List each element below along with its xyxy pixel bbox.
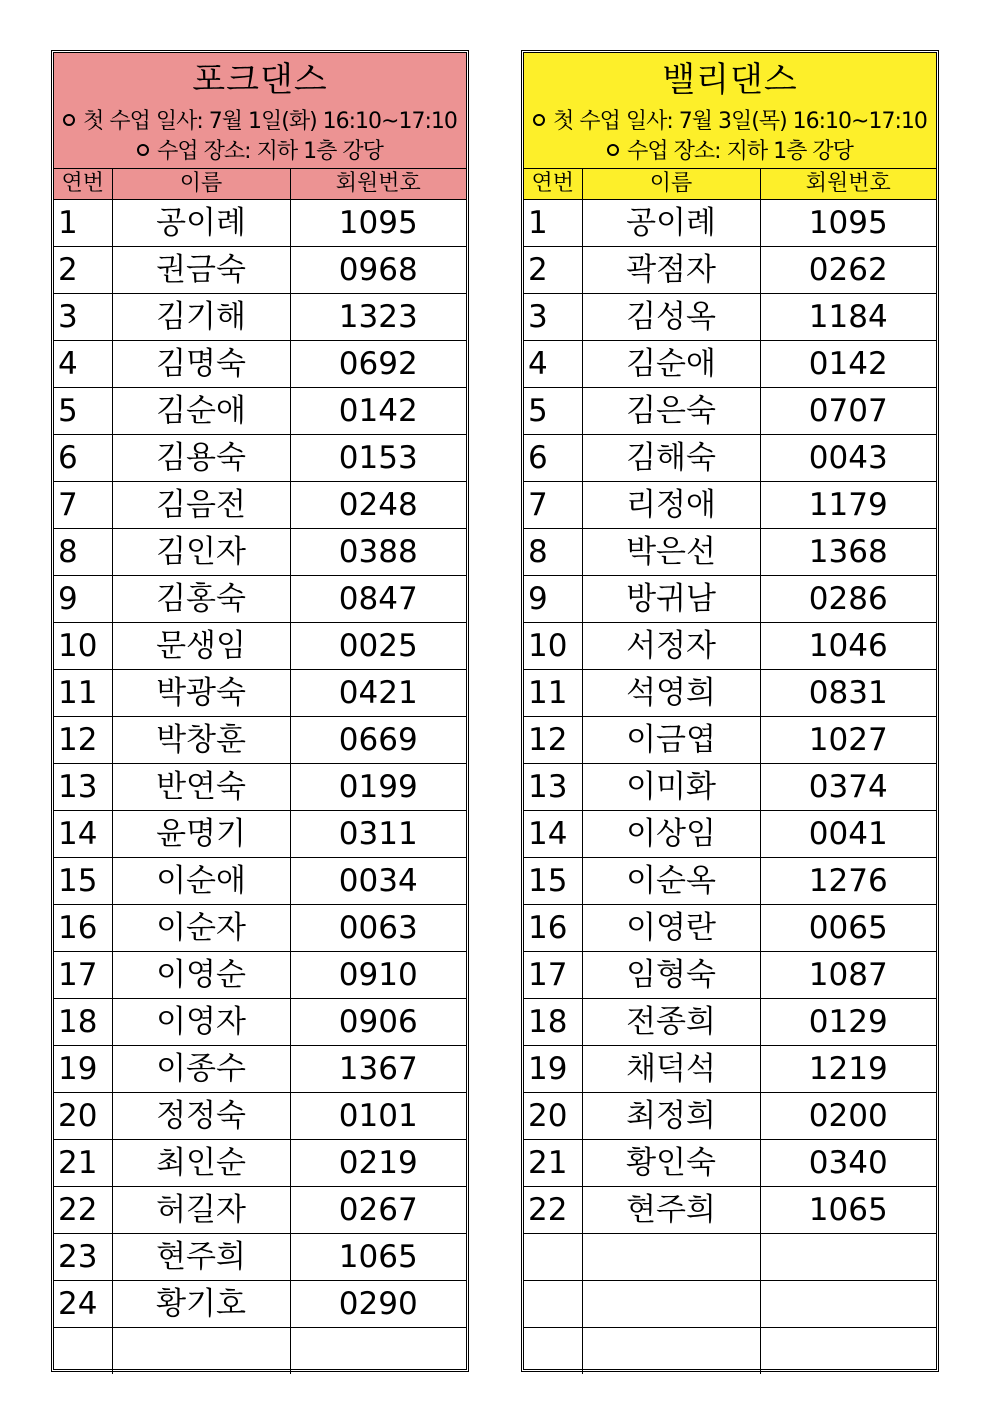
row-member-id-cell: 0707 <box>760 388 936 435</box>
row-seq-cell: 19 <box>524 1046 582 1093</box>
column-header-seq: 연번 <box>54 169 112 200</box>
row-member-id-cell: 1065 <box>290 1234 466 1281</box>
belly-dance-location: 수업 장소: 지하 1층 강당 <box>524 137 936 167</box>
circle-bullet-icon <box>63 114 75 126</box>
table-row <box>524 1187 936 1234</box>
row-member-id-cell: 0290 <box>290 1281 466 1328</box>
row-name-cell: 김음전 <box>112 482 290 529</box>
row-name-cell <box>582 1281 760 1328</box>
row-name-cell: 김인자 <box>112 529 290 576</box>
row-name-cell: 방귀남 <box>582 576 760 623</box>
table-row <box>524 905 936 952</box>
row-seq-cell: 13 <box>54 764 112 811</box>
belly-dance-rows <box>524 200 936 1375</box>
row-name-cell: 현주희 <box>112 1234 290 1281</box>
table-row <box>54 670 466 717</box>
row-seq-cell: 1 <box>524 200 582 247</box>
folk-dance-title: 포크댄스 <box>192 60 328 100</box>
table-row <box>54 1046 466 1093</box>
table-row <box>524 1328 936 1375</box>
row-name-cell: 김순애 <box>582 341 760 388</box>
row-member-id-cell <box>760 1234 936 1281</box>
folk-dance-schedule: 첫 수업 일사: 7월 1일(화) 16:10~17:10 <box>54 107 466 137</box>
table-row <box>54 905 466 952</box>
row-name-cell: 이영순 <box>112 952 290 999</box>
row-seq-cell: 23 <box>54 1234 112 1281</box>
table-row <box>54 341 466 388</box>
row-name-cell: 전종희 <box>582 999 760 1046</box>
table-row <box>54 435 466 482</box>
row-member-id-cell: 1219 <box>760 1046 936 1093</box>
row-seq-cell: 5 <box>524 388 582 435</box>
row-seq-cell: 10 <box>524 623 582 670</box>
table-row <box>524 858 936 905</box>
row-seq-cell: 19 <box>54 1046 112 1093</box>
row-name-cell: 서정자 <box>582 623 760 670</box>
row-seq-cell: 4 <box>524 341 582 388</box>
row-member-id-cell: 0142 <box>290 388 466 435</box>
row-seq-cell <box>524 1234 582 1281</box>
belly-dance-roster-table <box>524 169 936 1374</box>
row-member-id-cell: 0129 <box>760 999 936 1046</box>
belly-dance-panel <box>521 50 939 1372</box>
row-member-id-cell <box>290 1328 466 1375</box>
table-row <box>524 341 936 388</box>
row-seq-cell: 7 <box>54 482 112 529</box>
row-name-cell: 김은숙 <box>582 388 760 435</box>
row-seq-cell: 15 <box>524 858 582 905</box>
row-member-id-cell: 1046 <box>760 623 936 670</box>
table-row <box>54 952 466 999</box>
row-name-cell: 최정희 <box>582 1093 760 1140</box>
row-member-id-cell: 0669 <box>290 717 466 764</box>
row-name-cell: 이미화 <box>582 764 760 811</box>
row-name-cell: 문생임 <box>112 623 290 670</box>
circle-bullet-icon <box>607 144 619 156</box>
row-seq-cell: 16 <box>524 905 582 952</box>
table-row <box>524 1281 936 1328</box>
row-name-cell: 최인순 <box>112 1140 290 1187</box>
row-seq-cell: 11 <box>54 670 112 717</box>
table-row <box>54 1140 466 1187</box>
row-seq-cell: 18 <box>54 999 112 1046</box>
table-row <box>54 1187 466 1234</box>
row-member-id-cell: 1095 <box>290 200 466 247</box>
row-seq-cell: 24 <box>54 1281 112 1328</box>
table-row <box>54 529 466 576</box>
row-name-cell: 공이례 <box>582 200 760 247</box>
folk-dance-location: 수업 장소: 지하 1층 강당 <box>54 137 466 167</box>
row-name-cell: 현주희 <box>582 1187 760 1234</box>
row-seq-cell: 20 <box>54 1093 112 1140</box>
table-row <box>54 1328 466 1375</box>
row-member-id-cell: 0142 <box>760 341 936 388</box>
table-row <box>524 529 936 576</box>
table-row <box>54 576 466 623</box>
column-header-member-id: 회원번호 <box>760 169 936 200</box>
row-seq-cell: 14 <box>54 811 112 858</box>
row-seq-cell: 22 <box>524 1187 582 1234</box>
table-row <box>524 764 936 811</box>
row-name-cell: 박은선 <box>582 529 760 576</box>
row-name-cell: 이영란 <box>582 905 760 952</box>
row-member-id-cell: 0831 <box>760 670 936 717</box>
table-header-row <box>524 169 936 200</box>
row-seq-cell: 21 <box>524 1140 582 1187</box>
row-seq-cell: 9 <box>524 576 582 623</box>
row-member-id-cell: 0340 <box>760 1140 936 1187</box>
table-row <box>524 576 936 623</box>
folk-dance-panel <box>51 50 469 1372</box>
row-name-cell: 반연숙 <box>112 764 290 811</box>
row-member-id-cell: 1179 <box>760 482 936 529</box>
row-name-cell <box>582 1328 760 1375</box>
row-member-id-cell: 0286 <box>760 576 936 623</box>
row-name-cell: 김용숙 <box>112 435 290 482</box>
row-member-id-cell: 0248 <box>290 482 466 529</box>
row-seq-cell: 11 <box>524 670 582 717</box>
row-member-id-cell: 1027 <box>760 717 936 764</box>
row-name-cell: 석영희 <box>582 670 760 717</box>
row-name-cell: 황인숙 <box>582 1140 760 1187</box>
table-row <box>524 717 936 764</box>
row-member-id-cell: 0262 <box>760 247 936 294</box>
circle-bullet-icon <box>137 144 149 156</box>
row-name-cell: 박창훈 <box>112 717 290 764</box>
row-name-cell: 채덕석 <box>582 1046 760 1093</box>
row-member-id-cell: 0421 <box>290 670 466 717</box>
row-name-cell: 정정숙 <box>112 1093 290 1140</box>
table-row <box>524 482 936 529</box>
folk-dance-header <box>54 53 466 169</box>
row-name-cell: 이순자 <box>112 905 290 952</box>
row-member-id-cell: 0065 <box>760 905 936 952</box>
row-member-id-cell: 0906 <box>290 999 466 1046</box>
table-row <box>524 1140 936 1187</box>
row-seq-cell: 3 <box>54 294 112 341</box>
row-member-id-cell: 0311 <box>290 811 466 858</box>
row-member-id-cell: 1368 <box>760 529 936 576</box>
row-name-cell: 김명숙 <box>112 341 290 388</box>
column-header-seq: 연번 <box>524 169 582 200</box>
table-row <box>524 1046 936 1093</box>
row-seq-cell: 22 <box>54 1187 112 1234</box>
row-member-id-cell: 0041 <box>760 811 936 858</box>
row-member-id-cell: 0219 <box>290 1140 466 1187</box>
row-seq-cell <box>524 1328 582 1375</box>
row-seq-cell: 20 <box>524 1093 582 1140</box>
row-seq-cell: 14 <box>524 811 582 858</box>
row-seq-cell: 2 <box>54 247 112 294</box>
table-row <box>524 623 936 670</box>
row-seq-cell: 3 <box>524 294 582 341</box>
table-row <box>54 858 466 905</box>
row-member-id-cell: 0200 <box>760 1093 936 1140</box>
belly-dance-title: 밸리댄스 <box>662 60 798 100</box>
row-member-id-cell: 0847 <box>290 576 466 623</box>
row-seq-cell: 4 <box>54 341 112 388</box>
row-seq-cell: 9 <box>54 576 112 623</box>
row-seq-cell: 12 <box>54 717 112 764</box>
row-member-id-cell: 1087 <box>760 952 936 999</box>
row-seq-cell: 18 <box>524 999 582 1046</box>
row-seq-cell: 1 <box>54 200 112 247</box>
row-name-cell: 박광숙 <box>112 670 290 717</box>
row-seq-cell: 7 <box>524 482 582 529</box>
row-seq-cell: 16 <box>54 905 112 952</box>
row-name-cell: 이영자 <box>112 999 290 1046</box>
table-row <box>524 670 936 717</box>
table-row <box>54 388 466 435</box>
column-header-name: 이름 <box>582 169 760 200</box>
row-member-id-cell: 1184 <box>760 294 936 341</box>
row-member-id-cell: 0910 <box>290 952 466 999</box>
table-row <box>524 200 936 247</box>
table-header-row <box>54 169 466 200</box>
table-row <box>54 764 466 811</box>
row-member-id-cell: 0267 <box>290 1187 466 1234</box>
row-member-id-cell <box>760 1281 936 1328</box>
row-seq-cell: 10 <box>54 623 112 670</box>
row-member-id-cell: 1276 <box>760 858 936 905</box>
row-seq-cell: 5 <box>54 388 112 435</box>
table-row <box>524 952 936 999</box>
row-name-cell: 곽점자 <box>582 247 760 294</box>
table-row <box>524 388 936 435</box>
table-row <box>524 999 936 1046</box>
row-name-cell: 리정애 <box>582 482 760 529</box>
table-row <box>524 811 936 858</box>
row-member-id-cell: 0692 <box>290 341 466 388</box>
row-member-id-cell: 0199 <box>290 764 466 811</box>
row-member-id-cell: 0101 <box>290 1093 466 1140</box>
row-seq-cell: 21 <box>54 1140 112 1187</box>
belly-dance-schedule: 첫 수업 일사: 7월 3일(목) 16:10~17:10 <box>524 107 936 137</box>
table-row <box>524 294 936 341</box>
row-name-cell <box>112 1328 290 1375</box>
row-member-id-cell: 0374 <box>760 764 936 811</box>
row-seq-cell: 15 <box>54 858 112 905</box>
row-name-cell: 김순애 <box>112 388 290 435</box>
row-seq-cell <box>524 1281 582 1328</box>
table-row <box>54 294 466 341</box>
table-row <box>54 1234 466 1281</box>
row-member-id-cell: 1095 <box>760 200 936 247</box>
row-member-id-cell: 0388 <box>290 529 466 576</box>
belly-dance-header <box>524 53 936 169</box>
folk-dance-rows <box>54 200 466 1375</box>
row-name-cell: 임형숙 <box>582 952 760 999</box>
row-name-cell: 이순옥 <box>582 858 760 905</box>
row-member-id-cell: 0025 <box>290 623 466 670</box>
row-seq-cell: 8 <box>54 529 112 576</box>
row-member-id-cell: 1065 <box>760 1187 936 1234</box>
row-member-id-cell: 0968 <box>290 247 466 294</box>
table-row <box>524 435 936 482</box>
row-seq-cell: 13 <box>524 764 582 811</box>
row-name-cell: 이종수 <box>112 1046 290 1093</box>
row-seq-cell: 2 <box>524 247 582 294</box>
row-name-cell: 이상임 <box>582 811 760 858</box>
row-seq-cell: 8 <box>524 529 582 576</box>
table-row <box>54 200 466 247</box>
circle-bullet-icon <box>533 114 545 126</box>
row-name-cell <box>582 1234 760 1281</box>
row-member-id-cell: 1367 <box>290 1046 466 1093</box>
table-row <box>54 1281 466 1328</box>
table-row <box>54 811 466 858</box>
row-seq-cell: 17 <box>54 952 112 999</box>
row-name-cell: 윤명기 <box>112 811 290 858</box>
row-name-cell: 김해숙 <box>582 435 760 482</box>
row-name-cell: 이순애 <box>112 858 290 905</box>
row-member-id-cell: 0043 <box>760 435 936 482</box>
table-row <box>524 1093 936 1140</box>
table-row <box>54 482 466 529</box>
row-seq-cell <box>54 1328 112 1375</box>
row-name-cell: 이금엽 <box>582 717 760 764</box>
row-name-cell: 김기해 <box>112 294 290 341</box>
table-row <box>54 717 466 764</box>
folk-dance-roster-table <box>54 169 466 1374</box>
row-member-id-cell: 1323 <box>290 294 466 341</box>
row-name-cell: 김홍숙 <box>112 576 290 623</box>
row-member-id-cell <box>760 1328 936 1375</box>
table-row <box>524 247 936 294</box>
row-name-cell: 권금숙 <box>112 247 290 294</box>
table-row <box>54 247 466 294</box>
row-seq-cell: 6 <box>524 435 582 482</box>
column-header-member-id: 회원번호 <box>290 169 466 200</box>
row-member-id-cell: 0034 <box>290 858 466 905</box>
row-name-cell: 황기호 <box>112 1281 290 1328</box>
row-name-cell: 김성옥 <box>582 294 760 341</box>
table-row <box>54 999 466 1046</box>
row-name-cell: 허길자 <box>112 1187 290 1234</box>
row-member-id-cell: 0153 <box>290 435 466 482</box>
row-name-cell: 공이례 <box>112 200 290 247</box>
table-row <box>54 623 466 670</box>
table-row <box>54 1093 466 1140</box>
column-header-name: 이름 <box>112 169 290 200</box>
row-seq-cell: 17 <box>524 952 582 999</box>
row-seq-cell: 6 <box>54 435 112 482</box>
table-row <box>524 1234 936 1281</box>
row-member-id-cell: 0063 <box>290 905 466 952</box>
row-seq-cell: 12 <box>524 717 582 764</box>
